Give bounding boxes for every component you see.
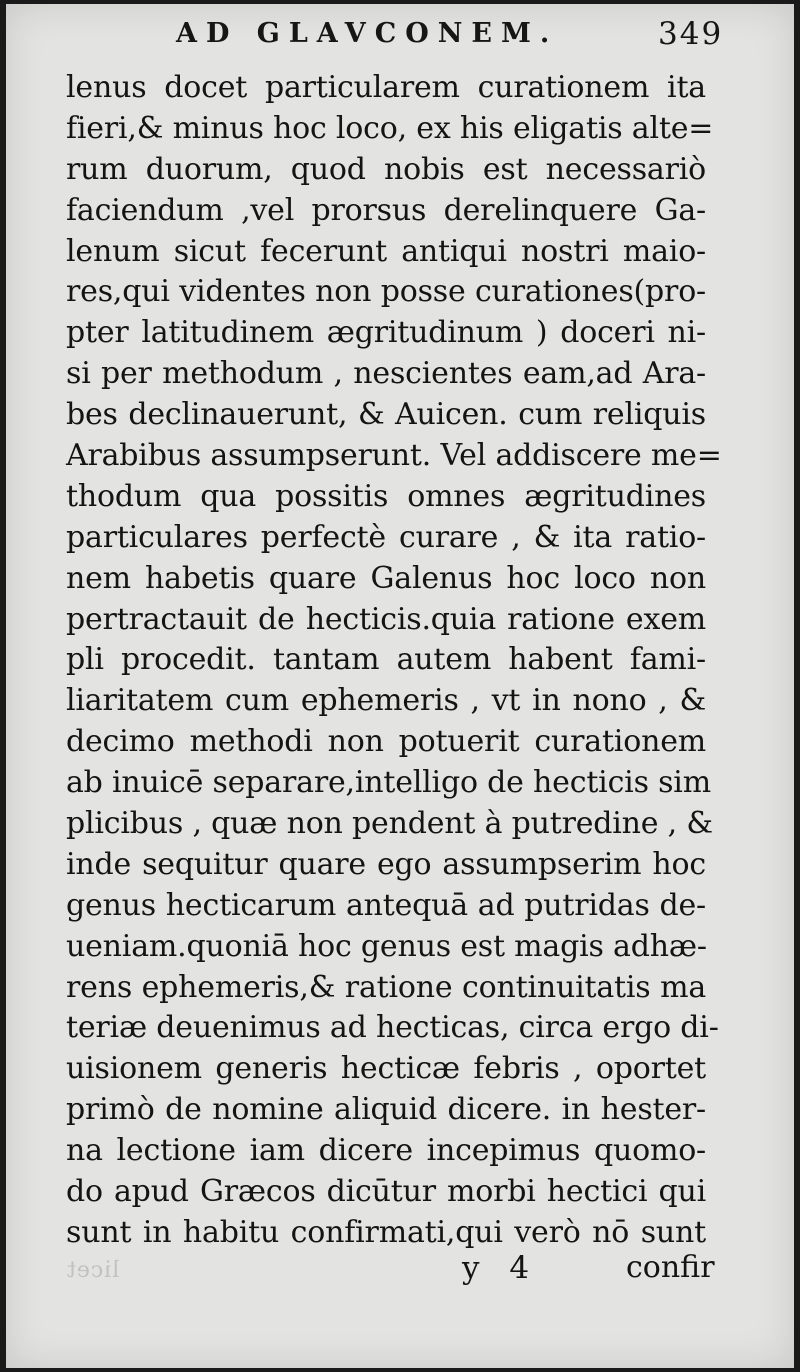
text-line: uisionem generis hecticæ febris , oportet: [66, 1051, 706, 1087]
text-line: inde sequitur quare ego assumpserim hoc: [66, 846, 706, 882]
text-line: ueniam.quoniā hoc genus est magis adhæ-: [66, 928, 707, 964]
text-line: na lectione iam dicere incepimus quomo-: [66, 1133, 706, 1169]
text-line: particulares perfectè curare , & ita ratio-: [66, 519, 706, 555]
page-footer: [6, 1250, 794, 1300]
body-text: [66, 68, 722, 1254]
text-line: genus hecticarum antequā ad putridas de-: [66, 887, 706, 923]
running-head-title: AD GLAVCONEM.: [176, 18, 559, 49]
text-line: pertractauit de hecticis.quia ratione exem: [66, 601, 706, 637]
text-line: lenus docet particularem curationem ita: [66, 70, 706, 105]
text-line: Arabibus assumpserunt. Vel addiscere me=: [66, 438, 722, 474]
text-line: decimo methodi non potuerit curationem: [66, 724, 706, 760]
text-line: teriæ deuenimus ad hecticas, circa ergo di-: [66, 1010, 719, 1046]
text-line: lenum sicut fecerunt antiqui nostri maio-: [66, 233, 706, 269]
text-line: faciendum ,vel prorsus derelinquere Ga-: [66, 192, 706, 228]
text-line: do apud Græcos dicūtur morbi hectici qui: [66, 1174, 706, 1210]
text-line: bes declinauerunt, & Auicen. cum reliquis: [66, 397, 706, 433]
text-line: plicibus , quæ non pendent à putredine , &: [66, 806, 713, 842]
bleed-through-text: licet: [66, 1258, 120, 1283]
signature-mark: y 4: [462, 1250, 540, 1286]
running-head: [6, 18, 794, 58]
text-line: liaritatem cum ephemeris , vt in nono , &: [66, 683, 706, 719]
page-number: 349: [658, 16, 724, 52]
text-line: ab inuicē separare,intelligo de hecticis sim: [66, 765, 711, 801]
book-page: [6, 4, 794, 1368]
text-line: pli procedit. tantam autem habent fami-: [66, 642, 706, 678]
text-line: res,qui videntes non posse curationes(pro-: [66, 274, 706, 310]
text-line: sunt in habitu confirmati,qui verò nō sunt: [66, 1214, 706, 1250]
text-line: nem habetis quare Galenus hoc loco non: [66, 560, 706, 596]
text-line: rens ephemeris,& ratione continuitatis ma: [66, 969, 706, 1005]
text-line: thodum qua possitis omnes ægritudines: [66, 478, 706, 514]
text-line: fieri,& minus hoc loco, ex his eligatis alte=: [66, 110, 714, 146]
text-line: primò de nomine aliquid dicere. in hester-: [66, 1092, 706, 1128]
text-line: rum duorum, quod nobis est necessariò: [66, 151, 706, 187]
catchword: confir: [626, 1250, 715, 1285]
text-line: pter latitudinem ægritudinum ) doceri ni-: [66, 315, 706, 351]
text-line: si per methodum , nescientes eam,ad Ara-: [66, 356, 706, 392]
